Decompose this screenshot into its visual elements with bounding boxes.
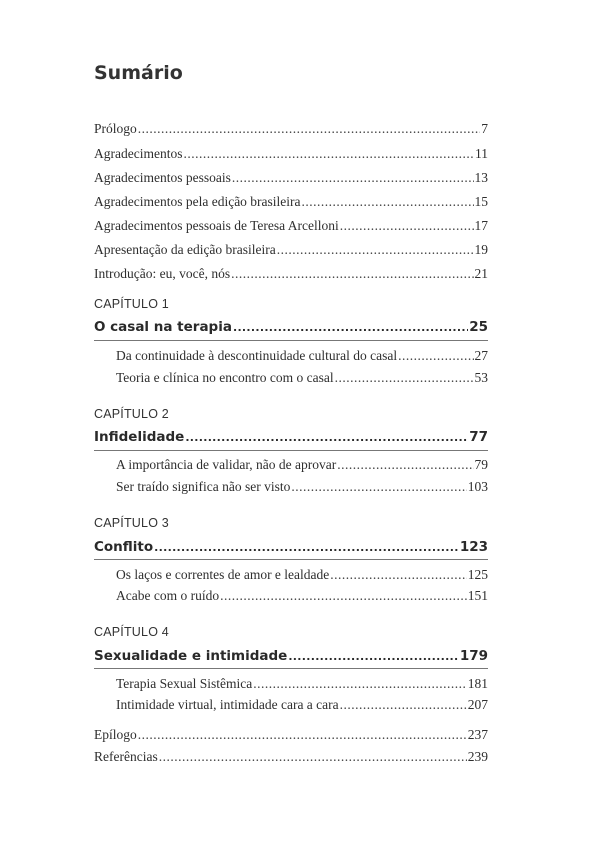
toc-entry-label: Prólogo xyxy=(94,121,137,136)
toc-section-entry[interactable] xyxy=(116,567,488,583)
toc-entry-agradecimentos-pessoais[interactable] xyxy=(94,170,488,186)
dot-leader xyxy=(253,676,466,692)
toc-entry-label: Da continuidade à descontinuidade cultural do casal xyxy=(116,348,398,363)
toc-entry-referencias[interactable] xyxy=(94,749,488,765)
toc-section-entry[interactable] xyxy=(116,457,488,473)
chapter-page: 77 xyxy=(469,429,488,445)
toc-entry-page: 15 xyxy=(474,194,488,209)
chapter-page: 123 xyxy=(459,539,488,555)
toc-section-entry[interactable] xyxy=(116,676,488,692)
toc-entry-page: 53 xyxy=(474,370,488,385)
dot-leader xyxy=(302,194,474,210)
dot-leader xyxy=(288,650,458,663)
toc-section-entry[interactable] xyxy=(116,697,488,713)
dot-leader xyxy=(337,457,473,473)
toc-entry-page: 151 xyxy=(467,588,488,603)
dot-leader xyxy=(220,588,467,604)
toc-entry-agradecimentos-teresa[interactable] xyxy=(94,218,488,234)
dot-leader xyxy=(291,479,466,495)
chapter-title-text: O casal na terapia xyxy=(94,319,232,335)
chapter-title-3[interactable] xyxy=(94,539,488,555)
chapter-title-4[interactable] xyxy=(94,648,488,664)
toc-entry-label: Os laços e correntes de amor e lealdade xyxy=(116,567,330,582)
chapter-label: CAPÍTULO 2 xyxy=(94,407,169,421)
toc-entry-page: 19 xyxy=(474,242,488,257)
toc-entry-label: Intimidade virtual, intimidade cara a cara xyxy=(116,697,339,712)
toc-entry-label: Ser traído significa não ser visto xyxy=(116,479,291,494)
toc-entry-page: 237 xyxy=(467,727,488,742)
toc-section-entry[interactable] xyxy=(116,370,488,386)
toc-entry-page: 27 xyxy=(474,348,488,363)
toc-section-entry[interactable] xyxy=(116,588,488,604)
toc-entry-page: 181 xyxy=(467,676,488,691)
dot-leader xyxy=(340,218,474,234)
dot-leader xyxy=(330,567,466,583)
chapter-rule xyxy=(94,559,488,560)
toc-entry-agradecimentos-edicao[interactable] xyxy=(94,194,488,210)
chapter-title-1[interactable] xyxy=(94,319,488,335)
toc-entry-apresentacao[interactable] xyxy=(94,242,488,258)
toc-entry-label: Referências xyxy=(94,749,158,764)
toc-section-entry[interactable] xyxy=(116,479,488,495)
toc-entry-page: 125 xyxy=(467,567,488,582)
chapter-rule xyxy=(94,450,488,451)
toc-entry-label: Introdução: eu, você, nós xyxy=(94,266,231,281)
chapter-title-2[interactable] xyxy=(94,429,488,445)
dot-leader xyxy=(154,541,459,554)
dot-leader xyxy=(398,348,473,364)
toc-entry-page: 239 xyxy=(467,749,488,764)
toc-entry-epilogo[interactable] xyxy=(94,727,488,743)
toc-entry-prologo[interactable] xyxy=(94,121,488,137)
toc-entry-page: 11 xyxy=(475,146,488,161)
dot-leader xyxy=(138,121,480,137)
toc-entry-agradecimentos[interactable] xyxy=(94,146,488,162)
toc-entry-label: Acabe com o ruído xyxy=(116,588,220,603)
toc-entry-label: Epílogo xyxy=(94,727,137,742)
chapter-page: 25 xyxy=(469,319,488,335)
toc-entry-page: 13 xyxy=(474,170,488,185)
toc-entry-label: A importância de validar, não de aprovar xyxy=(116,457,337,472)
chapter-title-text: Sexualidade e intimidade xyxy=(94,648,288,664)
page-title: Sumário xyxy=(94,62,183,84)
dot-leader xyxy=(138,727,467,743)
dot-leader xyxy=(159,749,467,765)
chapter-page: 179 xyxy=(459,648,488,664)
chapter-rule xyxy=(94,340,488,341)
chapter-label: CAPÍTULO 3 xyxy=(94,516,169,530)
toc-entry-label: Agradecimentos xyxy=(94,146,183,161)
chapter-rule xyxy=(94,668,488,669)
toc-section-entry[interactable] xyxy=(116,348,488,364)
dot-leader xyxy=(231,266,473,282)
toc-entry-introducao[interactable] xyxy=(94,266,488,282)
chapter-title-text: Infidelidade xyxy=(94,429,185,445)
dot-leader xyxy=(335,370,474,386)
toc-entry-page: 103 xyxy=(467,479,488,494)
toc-entry-label: Apresentação da edição brasileira xyxy=(94,242,276,257)
toc-entry-label: Agradecimentos pessoais xyxy=(94,170,231,185)
dot-leader xyxy=(183,146,474,162)
toc-entry-label: Agradecimentos pessoais de Teresa Arcelloni xyxy=(94,218,339,233)
dot-leader xyxy=(340,697,467,713)
dot-leader xyxy=(233,321,468,334)
dot-leader xyxy=(185,431,468,444)
toc-entry-label: Teoria e clínica no encontro com o casal xyxy=(116,370,334,385)
toc-entry-label: Terapia Sexual Sistêmica xyxy=(116,676,253,691)
chapter-label: CAPÍTULO 4 xyxy=(94,625,169,639)
toc-entry-page: 17 xyxy=(474,218,488,233)
dot-leader xyxy=(277,242,474,258)
chapter-title-text: Conflito xyxy=(94,539,154,555)
toc-entry-page: 7 xyxy=(481,121,488,136)
toc-entry-page: 21 xyxy=(474,266,488,281)
toc-entry-label: Agradecimentos pela edição brasileira xyxy=(94,194,301,209)
chapter-label: CAPÍTULO 1 xyxy=(94,297,169,311)
toc-entry-page: 207 xyxy=(467,697,488,712)
toc-entry-page: 79 xyxy=(474,457,488,472)
dot-leader xyxy=(232,170,474,186)
